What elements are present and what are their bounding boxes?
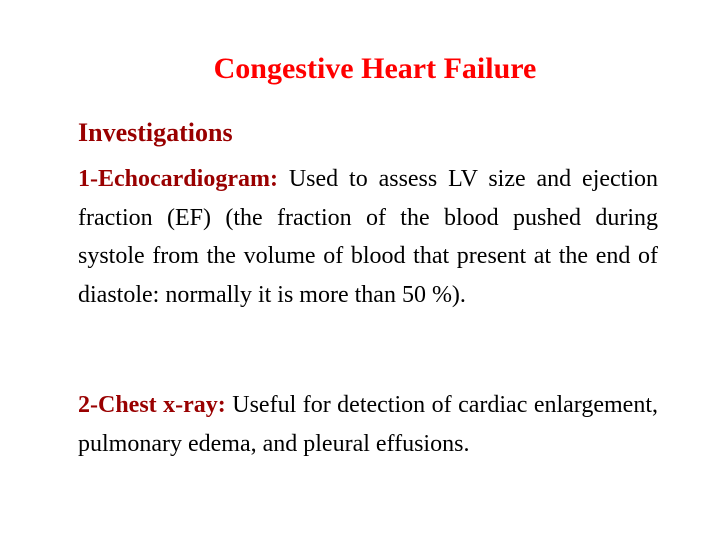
item-lead-chest-xray: 2-Chest x-ray: [78,392,226,418]
item-lead-echocardiogram: 1-Echocardiogram: [78,166,278,192]
investigation-item-echocardiogram [78,160,658,314]
section-heading: Investigations [78,118,233,147]
slide-title: Congestive Heart Failure [213,52,537,85]
investigation-item-chest-xray [78,386,658,463]
item-text-echocardiogram: Used to assess LV size and ejection fraction (EF) (the fraction of the blood pushed during systole from the volume of blood that present at the end of diastole: normally it is more than 50 %). [78,166,658,308]
item-text-chest-xray: Useful for detection of cardiac enlargement, pulmonary edema, and pleural effusions. [78,392,658,457]
